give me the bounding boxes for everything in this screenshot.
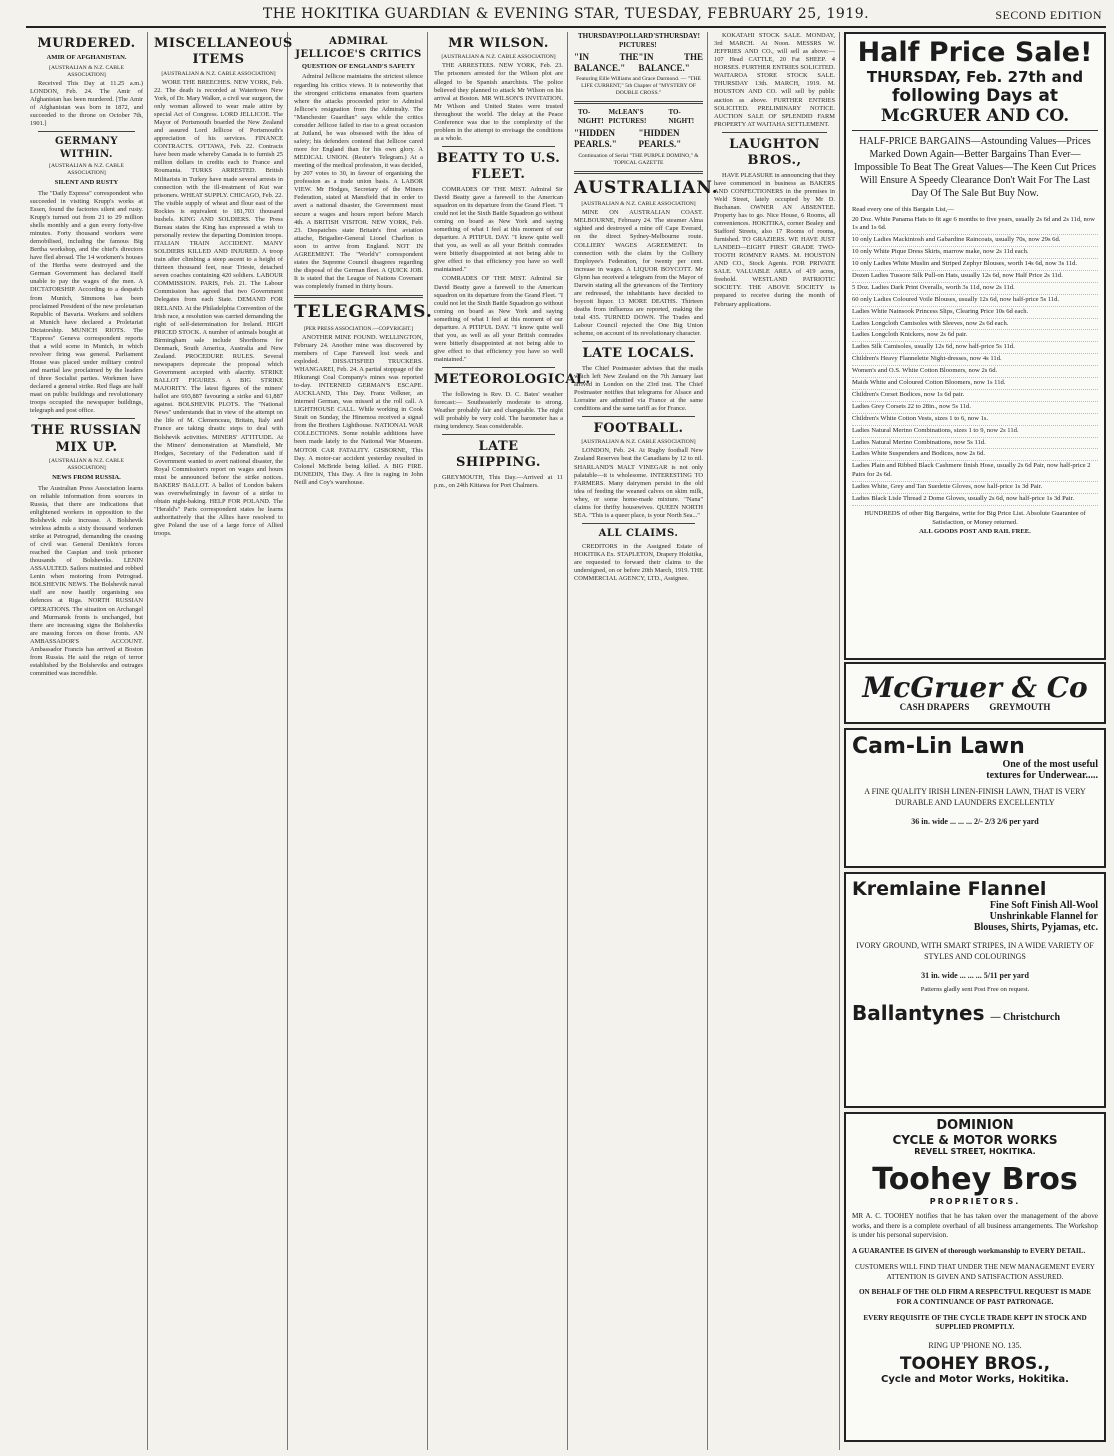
ad-body: HALF-PRICE BARGAINS—Astounding Values—Prices Marked Down Again—Better Bargains Than Ever—Impossible To Beat The Great Values—The Keen Cut Prices Will Ensure A Speedy Clearance Don't Wait For The Last Day Of The Sale But Buy Now. [853,135,1097,199]
article-text: CREDITORS in the Assigned Estate of HOKITIKA Ex. STAPLETON, Drapery Hokitika, are requested to forward their claims to the undersigned, on or before 20th March, 1919. THE COMMERCIAL AGENCY, LTD., Assignee. [574,542,703,582]
masthead-title: THE HOKITIKA GUARDIAN & EVENING STAR, TUESDAY, FEBRUARY 25, 1919. [262,6,870,22]
article-text: Received This Day at 11.25 a.m.) LONDON, Feb. 24. The Amir of Afghanistan has been murdered. [The Amir of Afghanistan was born in 1872, and succeeded to the throne on October 7th, 1901.] [30,79,143,128]
ad-footer: HUNDREDS of other Big Bargains, write for Big Price List. Absolute Guarantee of Satisfaction, or Money returned. [864,509,1086,526]
subhead: QUESTION OF ENGLAND'S SAFETY [301,63,416,71]
bargain-item: 10 only Ladies Mackintosh and Gabardine Raincoats, usually 70s, now 29s 6d. [852,235,1098,247]
logo-name: McGruer & Co [862,671,1088,704]
bargain-item: Maids White and Coloured Cotton Bloomers, now 1s 11d. [852,378,1098,390]
article-text: WORE THE BREECHES. NEW YORK, Feb. 22. The death is recorded at Watertown New York, of Dr. Mary Walker, a civil war surgeon, the only woman allowed to wear male attire by special Act of Congress. LORD JELLICOE. The Mayor of Portsmouth boarded the New Zealand and assured Lord Jellicoe of Portsmouth's appreciation of his services. FINANCE CONTRACTS. OTTAWA, Feb. 22. Contracts have been made whereby Canada is to furnish 25 million dollars in credits each to France and Roumania. TURKS ARRESTED. British Militarists in Turkey have made several arrests in connection with the ill-treatment of Kut war prisoners. WHEAT SUPPLY. CHICAGO, Feb. 22. The visible supply of wheat and flour east of the Rockies is equivalent to 181,703 thousand bushels. KING AND SOLDIERS. The Press Bureau states the King has expressed a wish to personally review the departing Dominion troops. ITALIAN TRAIN ACCIDENT. MANY SOLDIERS KILLED AND INJURED. A troop train after climbing a steep ascent to a height of thirteen thousand feet, near Trieste, detached seven coaches containing 420 soldiers. LABOUR COMMISSION. PARIS, Feb. 21. The Labour Commission has agreed that two Government Delegates from each State. DEMAND FOR IRELAND. At the Philadelphia Convention of the Irish race, a resolution was carried demanding the right of self-determination for Ireland. HIGH PRICED STOCK. A number of animals bought at Birmingham sale include Shorthorns for Denmark, South America, Australia and New Zealand. PROCEDURE RULES. Several newspapers deprecate the proposal which Government accepted with alacrity. STRIKE BALLOT FIGURES. A BIG STRIKE MAJORITY. The latest figures of the miners' ballot are 693,887 favouring a strike and 61,887 against. BOLSHEVIK PLOTS. The "National News" understands that in view of the attempt on the life of M. Clemenceau, Britain, Italy and France are taking drastic steps to deal with Bolshevik activities. MINERS' ATTITUDE. At the Miners' demonstration at Mansfield, Mr Hodges, Secretary of the Federation said if Government wanted to avert national disaster, the Royal Commission's report on wages and hours must be announced before the strike notices. BAKERS' BALLOT. A ballot of London bakers was overwhelmingly in favour of a strike to obtain night-baking. HELP FOR POLAND. The "Herald's" Paris correspondent states he learns authoritatively that the Allies have resolved to give Poland the use of a large force of Allied troops. [154,78,283,538]
headline-wilson: MR WILSON. [448,36,549,51]
bargain-item: Ladies Plain and Ribbed Black Cashmere finish Hose, usually 2s 6d Pair, now half-price 2 Pairs for 2s 6d. [852,461,1098,482]
film-note: Featuring Eille Williams and Grace Darmond. — "THE LIFE CURRENT," 5th Chapter of "MYSTERY OF DOUBLE CROSS." [576,76,701,97]
bargain-item: 10 only White Pique Dress Skirts, marrow make, now 2s 11d each. [852,247,1098,259]
ad-line: CYCLE & MOTOR WORKS [892,1133,1058,1147]
ad-price: 31 in. wide ... ... ... 5/11 per yard [921,970,1029,980]
subhead: NEWS FROM RUSSIA. [52,474,121,482]
headline-russian: THE RUSSIAN MIX UP. [31,423,142,455]
article-text: Admiral Jellicoe maintains the strictest silence regarding his critics views. It is noteworthy that the strongest criticisms emanates from quarters where the attacks proceeded prior to Admiral Jellicoe's resignation from the Admiralty. The "Manchester Guardian" says while the critics consider Jellicoe failed to rise to a great occasion at Jutland, he was obsessed with the idea of safety; his defenders contend that Jellicoe cared more for England than for his own glory. A MEDICAL UNION. (Reuter's Telegram.) At a meeting of the medical profession, it was decided, by 207 votes to 30, in favour of organising the profession as a trade union basis. A LABOR VIEW. Mr Hodges, Secretary of the Miners Federation, stated at Mansfield that in order to avert a national disaster, the Government must secure a wages and hours report before March 4th. A BRITISH VISITOR. NEW YORK, Feb. 23. Despatches state Britain's first aviation attache, Brigadier-General Lionel Charlton is soon to arrive from England. NOT IN AGREEMENT. The "World's" correspondent states the Supreme Council disagrees regarding the disposal of the German fleet. A QUICK JOB. It is stated that the League of Nations Covenant was completely framed in thirty hours. [294,73,423,291]
film-title: "HIDDEN PEARLS." [574,128,617,150]
ad-body: IVORY GROUND, WITH SMART STRIPES, IN A WIDE VARIETY OF STYLES AND COLOURINGS [856,941,1094,961]
article-text: COMRADES OF THE MIST. Admiral Sir David Beatty gave a farewell to the American squadron on its departure from the Grand Fleet. "I could not let the Sixth Battle Squadron go without coming on board as New York and saying something of what I feel at this moment of our departure. A PITIFUL DAY. "I know quite well that you, as well as all your British comrades were bitterly disappointed at not being able to give effect to that efficiency you have so well maintained." [434,275,563,364]
toohey-bros-ad [844,1112,1106,1442]
bargain-item: Ladies White Suspenders and Bodices, now 2s 6d. [852,449,1098,461]
bargain-item: 20 Doz. White Panama Hats to fit age 6 months to five years, usually 2s 6d and 2s 11d, now 1s and 1s 6d. [852,215,1098,236]
cinema-banner [574,32,703,50]
headline-beatty: BEATTY TO U.S. FLEET. [436,151,561,183]
cam-lin-lawn-ad [844,728,1106,868]
headline-jellicoe: ADMIRAL JELLICOE'S CRITICS [295,36,422,60]
divider [442,434,555,435]
ad-line: One of the most useful [1002,759,1098,770]
headline-all-claims: ALL CLAIMS. [598,527,679,539]
ad-stock: EVERY REQUISITE OF THE CYCLE TRADE KEPT IN STOCK AND SUPPLIED PROMPTLY. [863,1313,1087,1332]
bargain-item: Ladies Silk Camisoles, usually 12s 6d, now half-price 5s 11d. [852,342,1098,354]
ad-note: Patterns gladly sent Post Free on request. [920,985,1030,993]
divider [38,131,135,132]
article-text: The following is Rev. D. C. Bates' weather forecast:— Southeasterly moderate to strong. Weather probably fair and changeable. The night will probably be very cold. The barometer has a rising tendency. Seas considerable. [434,390,563,430]
agency-credit: [AUSTRALIAN & N.Z. CABLE ASSOCIATION] [49,64,124,78]
bargain-item: Ladies Longcloth Knickers, now 2s 6d pair. [852,330,1098,342]
ad-proprietors: PROPRIETORS. [929,1197,1021,1206]
bargain-item: Ladies White, Grey and Tan Suedette Gloves, now half-price 1s 3d Pair. [852,482,1098,494]
ad-body: MR A. C. TOOHEY notifies that he has taken over the management of the above works, and there is a complete overhaul of all business arrangements. The Workshop is under his personal supervision. [852,1212,1098,1240]
headline-miscellaneous: MISCELLANEOUS ITEMS [154,36,293,68]
ad-store: McGRUER AND CO. [880,105,1070,126]
bargain-item: Children's White Cotton Vests, sizes 1 to 6, now 1s. [852,414,1098,426]
article-text: ANOTHER MINE FOUND. WELLINGTON, February 24. Another mine was discovered by members of Cape Farewell lost week and exploded. DISSATISFIED TRUCKERS. WHANGAREI, Feb. 24. A partial stoppage of the Hikurangi Coal Company's mines was reported to-day. INTERNED GERMAN'S ESCAPE. AUCKLAND, This Day. Franz Volkner, an interned German, was missed at the roll call. A LIGHTHOUSE CALL. While working in Cook Strait on Sunday, the Hinemoa received a signal from the Brothers Lighthouse. NATIONAL WAR COLLECTIONS. Some notable additions have been made lately to the National War Museum. MOTOR CAR FATALITY. GISBORNE, This Day. A motor-car accident yesterday resulted in Colonel McBride being killed. A BIG FIRE. DUNEDIN, This Day. A fire is raging in John Neill and Coy's warehouse. [294,333,423,486]
ad-line: REVELL STREET, HOKITIKA. [914,1147,1036,1156]
bargain-item: Women's and O.S. White Cotton Bloomers, now 2s 6d. [852,366,1098,378]
ad-line: following Days at [892,85,1058,106]
agency-credit: [AUSTRALIAN & N.Z. CABLE ASSOCIATION] [49,163,124,177]
column-6 [710,32,840,1450]
banner-left: THURSDAY! [578,32,619,40]
divider [722,132,827,133]
divider [582,523,695,524]
bargain-item: Ladies Natural Merino Combinations, now 5s 11d. [852,438,1098,450]
ad-line: Fine Soft Finish All-Wool [989,900,1098,911]
agency-credit: [AUSTRALIAN & N.Z. CABLE ASSOCIATION] [49,458,124,472]
ad-footer: ALL GOODS POST AND RAIL FREE. [919,527,1031,535]
divider [442,146,555,147]
article-text: COMRADES OF THE MIST. Admiral Sir David Beatty gave a farewell to the American squadron on its departure from the Grand Fleet. "I could not let the Sixth Battle Squadron go without coming on board as New York and saying something of what I feel at this moment of our departure. A PITIFUL DAY. "I know quite well that you, as well as all your British comrades were bitterly disappointed at not being able to give effect to that efficiency you have so well maintained." [434,185,563,274]
headline-murdered: MURDERED. [37,36,136,51]
agency-credit: [AUSTRALIAN & N.Z. CABLE ASSOCIATION] [581,439,696,446]
ad-phone: RING UP 'PHONE NO. 135. [928,1341,1022,1351]
ad-brand: Toohey Bros [872,1162,1078,1197]
divider [294,295,423,298]
ad-footer-brand: TOOHEY BROS., [899,1354,1051,1375]
film-title-row [574,52,703,75]
bargain-item: Ladies Black Lisle Thread 2 Dome Gloves, usually 2s 6d, now half-price 1s 3d Pair. [852,494,1098,506]
bargain-item: Ladies Natural Merino Combinations, sizes 1 to 9, now 2s 11d. [852,426,1098,438]
divider [852,130,1098,131]
masthead [26,6,1106,28]
ad-list-intro: Read every one of this Bargain List,— [852,205,954,213]
column-3 [290,32,433,1450]
bargain-item: 5 Doz. Ladies Dark Print Overalls, worth 3s 11d, now 2s 11d. [852,283,1098,295]
banner-mid: McLEAN'S PICTURES! [608,108,647,126]
ad-price: 36 in. wide ... ... ... 2/- 2/3 2/6 per yard [911,816,1039,826]
headline-late-locals: LATE LOCALS. [582,346,695,362]
bargain-item: Ladies Grey Corsets 22 to 28in., now 5s 11d. [852,402,1098,414]
article-text: LONDON, Feb. 24. At Rugby football New Zealand Reserves beat the Canadians by 12 to nil. SHARLAND'S MALT VINEGAR is not only palatable—it is wholesome. INTERESTING TO FARMERS. Many dairymen persist in the old idea of feeding the weaned calves on skim milk, whey, or some home-made mixture. "Nana" claims for thrifty housewives. QUEEN NORTH SEA. "This is a queer place, is your North Sea..." [574,447,703,519]
article-text: THE ARRESTEES. NEW YORK, Feb. 23. The prisoners arrested for the Wilson plot are alleged to be Spanish anarchists. The police believed they planned to attack Mr Wilson on his arrival at Boston. MR WILSON'S INVITATION. Mr Wilson and United States were trusted throughout the world. The delay at the Peace Conference was due to the complexity of the problem in the attempt to envisage the conditions as a whole. [434,62,563,142]
edition-label: SECOND EDITION [995,8,1102,22]
serial-note: Continuation of Serial "THE PURPLE DOMINO," & TOPICAL GAZETTE [578,152,699,166]
divider [582,341,695,342]
bargain-item: Children's Corset Bodices, now 1s 6d pair. [852,390,1098,402]
bargain-item: Ladies Longcloth Camisoles with Sleeves, now 2s 6d each. [852,319,1098,331]
headline-laughton: LAUGHTON BROS., [729,136,820,169]
ad-title: Cam-Lin Lawn [852,734,1025,759]
headline-football: FOOTBALL. [593,421,684,436]
film-title: "IN THE BALANCE." [638,51,703,73]
ad-line: textures for Underwear..... [986,770,1098,781]
half-price-sale-ad [844,32,1106,660]
film-title: "HIDDEN PEARLS." [638,128,682,150]
ad-body: A FINE QUALITY IRISH LINEN-FINISH LAWN, THAT IS VERY DURABLE AND LAUNDERS EXCELLENTLY [864,787,1086,807]
film-title: "IN THE BALANCE." [574,51,639,73]
bargain-item: Children's Heavy Flannelette Night-dresses, now 4s 11d. [852,354,1098,366]
banner-left: TO-NIGHT! [578,108,604,126]
article-text: The Australian Press Association learns on reliable information from sources in Russia, that there are indications that enlightened workers in opposition to the Bolshevik rule increase. A Bolshevik wireless admits a sixty thousand workmen strike at Petrograd, demanding the ceasing of civil war. General Denikin's forces reached the Caspian and took prisoner thousands of Bolsheviks. LENIN ASSAULTED. Sailors mutinied and robbed Lenin when motoring from Petrograd. BOLSHEVIK NEWS. The Bolshevik naval staff are now hastily organising sea defences at Riga. NORTH RUSSIAN OPERATIONS. The situation on Archangel and Murmansk fronts is unchanged, but there are increasing signs the Bolsheviks are massing forces on those fronts. AN AMBASSADOR'S ACCOUNT. Ambassador Francis has arrived at Boston from Russia. He said the reign of terror established by the Bolsheviks and outrages committed was incredible. [30,484,143,678]
headline-australian: AUSTRALIAN. [574,177,719,198]
banner-mid: POLLARD'S PICTURES! [618,32,660,49]
headline-late-shipping: LATE SHIPPING. [456,438,541,471]
agency-credit: [PER PRESS ASSOCIATION.—COPYRIGHT.] [303,325,414,332]
divider [574,101,703,104]
ad-line: THURSDAY, Feb. 27th and [866,67,1084,86]
cinema-banner [574,108,703,126]
agency-credit: [AUSTRALIAN & N.Z. CABLE ASSOCIATION] [161,70,276,77]
column-1 [26,32,148,1450]
notice-text: HAVE PLEASURE in announcing that they have commenced in business as BAKERS AND CONFECTIONERS in the premises in Weld Street, lately occupied by Mr D. Buchanan. OWNER AN ABSENTEE. Property has to go. Nice House, 6 Rooms, all conveniences. HOKITIKA, corner Bealey and Stafford Streets, also 17 Rooms of rooms, furnished. TO GRAZIERS. WE HAVE JUST LANDED—EIGHT FIRST GRADE TWO-TOOTH ROMNEY RAMS. M. HOUSTON AND CO., Stock Agents. FOR PRIVATE SALE. VALUABLE AREA of 419 acres, freehold. WESTLAND PATRIOTIC SOCIETY. THE ABOVE SOCIETY is prepared to receive during the month of February applications. [714,171,835,308]
ad-guarantee: A GUARANTEE IS GIVEN of thorough workmanship to EVERY DETAIL. [852,1247,1086,1256]
ad-title: Half Price Sale! [857,37,1093,68]
subhead: AMIR OF AFGHANISTAN. [46,54,127,62]
subhead: SILENT AND RUSTY [54,179,119,187]
ad-title: Kremlaine Flannel [852,878,1047,900]
headline-germany: GERMANY WITHIN. [54,136,119,160]
notice-text: KOKATAHI STOCK SALE. MONDAY, 3rd MARCH. At Noon. MESSRS W. JEFFRIES AND CO., will sell as above:— 107 Head CATTLE, 20 Fat SHEEP. 4 HORSES. FURTHER ENTRIES SOLICITED. WAITAROA STORE STOCK SALE. THURSDAY 13th. MARCH, 1919. M. HOUSTON AND CO. will sell by public auction as above. FURTHER ENTRIES SOLICITED. PRELIMINARY NOTICE. AUCTION SALE OF SPLENDID FARM PROPERTY AT WAITAHA SETTLEMENT. [714,32,835,128]
article-text: The Chief Postmaster advises that the mails which left New Zealand on the 7th January last arrived in London on the 23rd inst. The Chief Postmaster notifies that telegrams for Alsace and Lorraine are admitted via France at the same conditions and the same tariff as for France. [574,364,703,412]
mcgruer-logo [844,662,1106,724]
ad-line: Blouses, Shirts, Pyjamas, etc. [973,922,1098,933]
column-2 [150,32,293,1450]
ad-city: — Christchurch [990,1011,1061,1023]
article-text: The "Daily Express" correspondent who succeeded in visiting Krupp's works at Essen, found the factories silent and rusty. Krupp's turned out from 21 to 29 million shells monthly and a gun every forty-five minutes. Forty thousand workers were demobilised, including the famous Big Bertha workshop, and the chief's directors have fled abroad. The 14 workmen's houses of the Hertha were destroyed and the German Government has declared itself unable to pay the wages of the men. A DICTATORSHIP. According to a despatch from Munich, Simmons has been proclaimed President of the new proletarian Republic of Bavaria. Workers and soldiers at Munich have declared a Proletariat Dictatorship. MUNICH RIOTS. The "Express" Geneva correspondent reports that a wild scene in Munich, in which revolver firing was general. Parliament House was placed under military control and martial law proclaimed by the leaders of three Socialist parties. Workmen have declared a general strike. Red flags are half mast on public buildings and revolutionary troops occupied the newspaper buildings, telegraph and post office. [30,189,143,415]
article-text: GREYMOUTH, This Day.—Arrived at 11 p.m., on 24th Kittawa for Port Chalmers. [434,473,563,489]
ad-brand: Ballantynes [852,1000,985,1025]
divider [38,418,135,419]
logo-tag: CASH DRAPERS [899,702,970,712]
headline-meteorological: METEOROLOGICAL. [434,372,591,388]
film-title-row [574,128,703,151]
ad-line: Unshrinkable Flannel for [989,911,1098,922]
banner-right: THURSDAY! [659,32,701,40]
divider [442,367,555,368]
ads-column [844,32,1106,1442]
article-text: MINE ON AUSTRALIAN COAST. MELBOURNE, February 24. The steamer Alma sighted and destroyed a mine off Cape Everard, on the direct Sydney-Melbourne route. COLLIERY WAGES AGREEMENT. In connection with the claim by the Colliery Employee's Federation, for twenty per cent. increase in wages. A LIQUOR BOYCOTT. Mr Glynn has received a telegram from the Mayor of Darwin stating all the grievances of the Territory are redressed, the inhabitants have decided to boycott liquor. 13 MORE DEATHS. Thirteen deaths from influenza are reported, making the total 435. TURNED DOWN. The Trades and Labour Council rejected the One Big Union scheme, on account of its revolutionary character. [574,209,703,338]
column-5 [570,32,719,1450]
logo-town: GREYMOUTH [989,702,1051,712]
kremlaine-flannel-ad [844,872,1106,1108]
divider [582,416,695,417]
banner-right: TO-NIGHT! [668,108,695,126]
agency-credit: [AUSTRALIAN & N.Z. CABLE ASSOCIATION] [581,201,696,208]
ad-footer-sub: Cycle and Motor Works, Hokitika. [881,1374,1069,1386]
ad-behalf: ON BEHALF OF THE OLD FIRM A RESPECTFUL REQUEST IS MADE FOR A CONTINUANCE OF PAST PATRONAGE. [858,1288,1092,1307]
bargain-item: Dozen Ladies Tussore Silk Pull-on Hats, usually 12s 6d, now Half Price 2s 11d. [852,271,1098,283]
divider [574,171,703,174]
agency-credit: [AUSTRALIAN & N.Z. CABLE ASSOCIATION] [441,54,556,61]
headline-telegrams: TELEGRAMS. [294,302,433,323]
bargain-item: 10 only Ladies White Muslin and Striped Zephyr Blouses, worth 14s 6d, now 3s 11d. [852,259,1098,271]
bargain-item: 60 only Ladies Coloured Voile Blouses, usually 12s 6d, now half-price 5s 11d. [852,295,1098,307]
bargain-list [852,215,1098,506]
bargain-item: Ladies White Nainsook Princess Slips, Clearing Price 10s 6d each. [852,307,1098,319]
ad-line: DOMINION [936,1118,1014,1133]
ad-customers: CUSTOMERS WILL FIND THAT UNDER THE NEW MANAGEMENT EVERY ATTENTION IS GIVEN AND SATISFACTION ASSURED. [855,1262,1095,1281]
